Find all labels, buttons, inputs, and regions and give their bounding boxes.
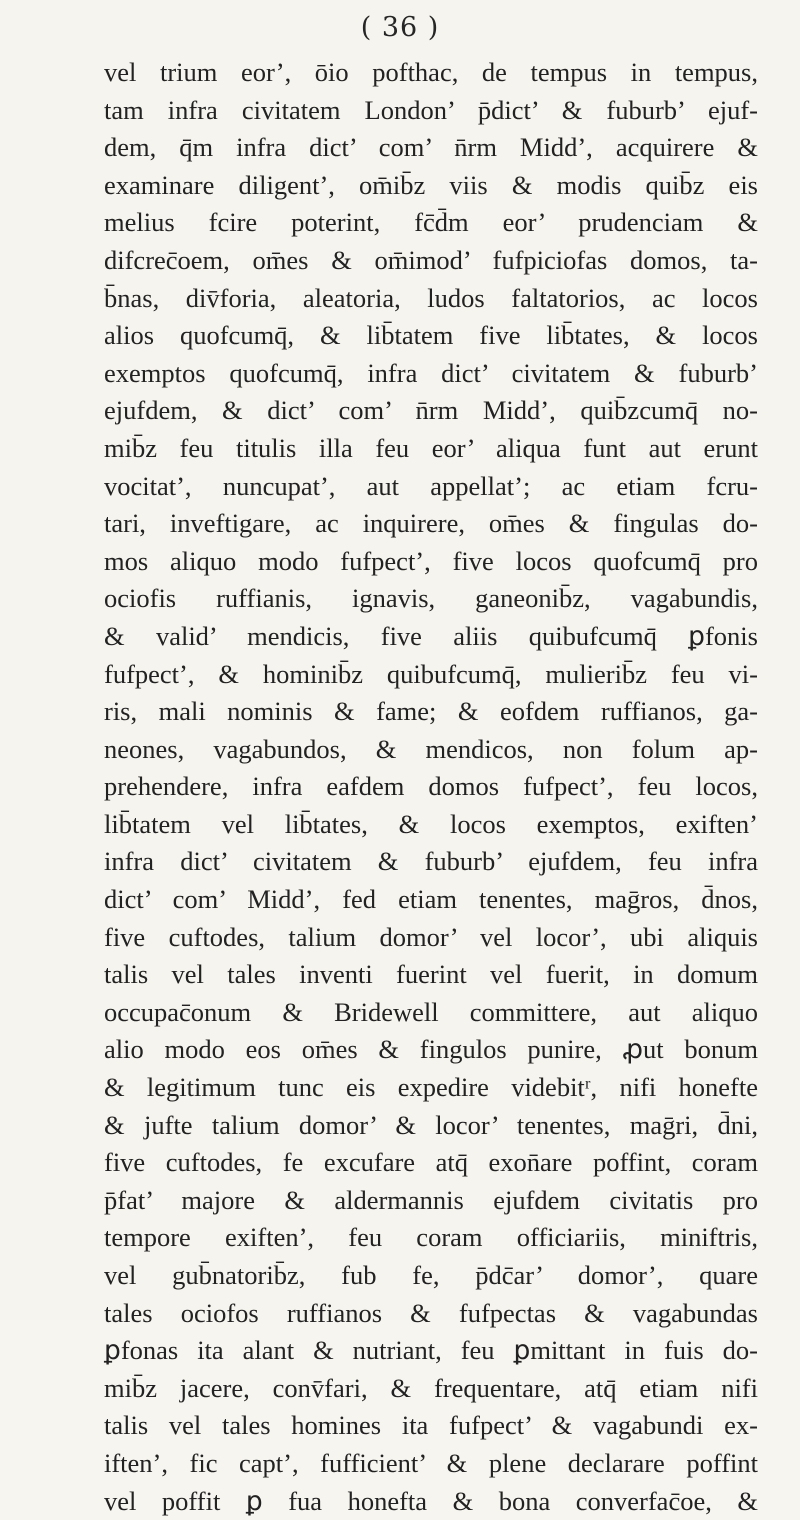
- text-line: ejufdem, & dict’ com’ n̄rm Midd’, quib̄zcumq̄ no-: [104, 395, 758, 426]
- text-line: alios quofcumq̄, & lib̄tatem five lib̄tates, & locos: [104, 320, 758, 351]
- text-line: ris, mali nominis & fame; & eofdem ruffianos, ga-: [104, 696, 758, 727]
- text-line: & legitimum tunc eis expedire videbitʳ, nifi honefte: [104, 1072, 758, 1103]
- text-line: dict’ com’ Midd’, fed etiam tenentes, maḡros, d̄nos,: [104, 884, 758, 915]
- text-line: lib̄tatem vel lib̄tates, & locos exemptos, exiften’: [104, 808, 758, 839]
- text-line: ociofis ruffianis, ignavis, ganeonib̄z, vagabundis,: [104, 583, 758, 614]
- text-line: prehendere, infra eafdem domos fufpect’, feu locos,: [104, 771, 758, 802]
- text-line: tempore exiften’, feu coram officiariis, miniftris,: [104, 1222, 758, 1253]
- text-line: vel gub̄natorib̄z, fub fe, p̄dc̄ar’ domor’, quare: [104, 1260, 758, 1290]
- text-line: talis vel tales homines ita fufpect’ & vagabundi ex-: [104, 1410, 758, 1441]
- text-line: tari, inveftigare, ac inquirere, om̄es & fingulas do-: [104, 508, 758, 539]
- text-line: five cuftodes, fe excufare atq̄ exon̄are poffint, coram: [104, 1147, 758, 1178]
- text-line: difcrec̄oem, om̄es & om̄imod’ fufpiciofas domos, ta-: [104, 244, 758, 275]
- text-line: iften’, fic capt’, fufficient’ & plene declarare poffint: [104, 1447, 758, 1478]
- text-line: alio modo eos om̄es & fingulos punire, ꝓut bonum: [104, 1034, 758, 1065]
- text-line: b̄nas, div̄foria, aleatoria, ludos faltatorios, ac locos: [104, 282, 758, 313]
- text-line: tam infra civitatem London’ p̄dict’ & fuburb’ ejuf-: [104, 94, 758, 125]
- text-line: mos aliquo modo fufpect’, five locos quofcumq̄ pro: [104, 545, 758, 576]
- text-line: vel trium eor’, ōio pofthac, de tempus in tempus,: [104, 57, 758, 87]
- text-line: p̄fat’ majore & aldermannis ejufdem civitatis pro: [104, 1184, 758, 1215]
- text-line: vocitat’, nuncupat’, aut appellat’; ac etiam fcru-: [104, 470, 758, 501]
- text-line: neones, vagabundos, & mendicos, non folum ap-: [104, 733, 758, 764]
- text-line: occupac̄onum & Bridewell committere, aut aliquo: [104, 996, 758, 1027]
- text-line: & valid’ mendicis, five aliis quibufcumq̄ ꝑfonis: [104, 620, 758, 651]
- text-line: dem, q̄m infra dict’ com’ n̄rm Midd’, acquirere &: [104, 132, 758, 163]
- body-text: [104, 54, 758, 1520]
- text-line: & jufte talium domor’ & locor’ tenentes, maḡri, d̄ni,: [104, 1109, 758, 1140]
- text-line: infra dict’ civitatem & fuburb’ ejufdem, feu infra: [104, 846, 758, 877]
- text-line: vel poffit ꝑ fua honefta & bona converfac̄oe, &: [104, 1485, 758, 1516]
- page-number: ( 36 ): [360, 12, 440, 43]
- text-line: five cuftodes, talium domor’ vel locor’, ubi aliquis: [104, 921, 758, 952]
- text-line: melius fcire poterint, fc̄d̄m eor’ prudenciam &: [104, 207, 758, 238]
- text-line: exemptos quofcumq̄, infra dict’ civitatem & fuburb’: [104, 357, 758, 388]
- text-line: ꝑfonas ita alant & nutriant, feu ꝑmittant in fuis do-: [104, 1335, 758, 1366]
- text-line: talis vel tales inventi fuerint vel fuerit, in domum: [104, 959, 758, 990]
- text-line: examinare diligent’, om̄ib̄z viis & modis quib̄z eis: [104, 169, 758, 200]
- text-line: tales ociofos ruffianos & fufpectas & vagabundas: [104, 1297, 758, 1328]
- text-line: mib̄z feu titulis illa feu eor’ aliqua funt aut erunt: [104, 432, 758, 463]
- text-line: fufpect’, & hominib̄z quibufcumq̄, mulierib̄z feu vi-: [104, 658, 758, 689]
- text-line: mib̄z jacere, conv̄fari, & frequentare, atq̄ etiam nifi: [104, 1372, 758, 1403]
